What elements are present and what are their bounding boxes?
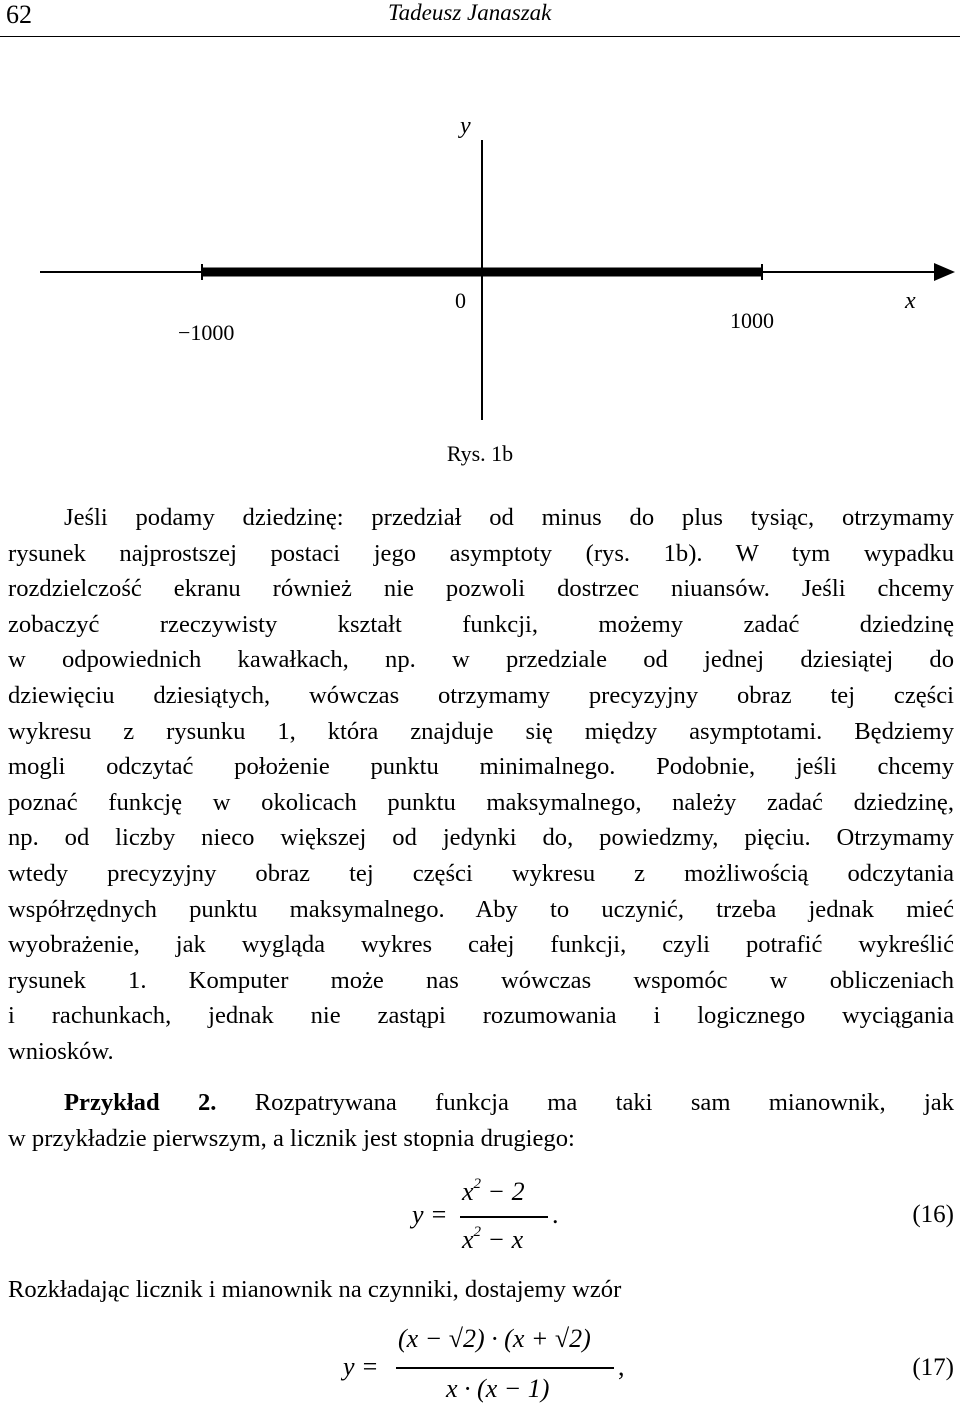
paragraph-line: wniosków. [8, 1037, 114, 1065]
eq17-fraction-bar [396, 1367, 614, 1369]
paragraph-2 [8, 1272, 954, 1308]
paragraph-line: wyobrażenie, jak wygląda wykres całej funkcji, czyli potrafić wykreślić [8, 931, 954, 959]
paragraph-line: Rozkładając licznik i mianownik na czynniki, dostajemy wzór [8, 1276, 622, 1303]
figure-1b-plot [0, 100, 960, 430]
eq17-lhs: y = [343, 1352, 379, 1381]
eq16-fraction-bar [460, 1216, 548, 1218]
eq16-numerator: $x^2 - 2$ [462, 1176, 525, 1206]
paragraph-line: rysunek najprostszej postaci jego asymptoty (rys. 1b). W tym wypadku [8, 539, 954, 567]
paragraph-line: rozdzielczość ekranu również nie pozwoli dostrzec niuansów. Jeśli chcemy [8, 575, 954, 603]
figure-caption: Rys. 1b [446, 441, 514, 466]
y-axis-label: y [460, 113, 471, 139]
eq16-number: (16) [912, 1201, 954, 1228]
origin-label: 0 [455, 288, 466, 313]
paragraph-line: mogli odczytać położenie punktu minimalnego. Podobnie, jeśli chcemy [8, 753, 954, 781]
eq17-denominator: x · (x − 1) [446, 1374, 550, 1403]
example-2-intro [8, 1085, 954, 1156]
paragraph-line: wykresu z rysunku 1, która znajduje się między asymptotami. Będziemy [8, 717, 954, 745]
x-axis-arrow [934, 263, 955, 281]
paragraph-line: rysunek 1. Komputer może nas wówczas wspomóc w obliczeniach [8, 966, 954, 994]
paragraph-line: Jeśli podamy dziedzinę: przedział od minus do plus tysiąc, otrzymamy [64, 504, 954, 531]
eq17-numerator: (x − √2) · (x + √2) [398, 1324, 591, 1353]
paragraph-line: poznać funkcję w okolicach punktu maksymalnego, należy zadać dziedzinę, [8, 788, 954, 816]
page-header [0, 0, 960, 37]
paragraph-line: i rachunkach, jednak nie zastąpi rozumowania i logicznego wyciągania [8, 1002, 954, 1030]
eq16-lhs: y = [412, 1200, 448, 1229]
example-line-1: Przykład 2. Rozpatrywana funkcja ma taki sam mianownik, jak [64, 1089, 954, 1116]
paragraph-line: wtedy precyzyjny obraz tej części wykresu z możliwością odczytania [8, 859, 954, 887]
page-number: 62 [6, 0, 32, 29]
eq17-tail: , [618, 1352, 625, 1381]
paragraph-1 [8, 500, 954, 1070]
eq17-number: (17) [912, 1354, 954, 1381]
eq16-denominator: $x^2 - x$ [462, 1224, 524, 1254]
paragraph-line: dziewięciu dziesiątych, wówczas otrzymamy precyzyjny obraz tej części [8, 681, 954, 709]
paragraph-line: zobaczyć rzeczywisty kształt funkcji, możemy zadać dziedzinę [8, 610, 954, 638]
equation-16 [0, 1175, 960, 1265]
paragraph-line: w odpowiednich kawałkach, np. w przedziale od jednej dziesiątej do [8, 646, 954, 674]
eq16-tail: . [552, 1200, 559, 1229]
running-head: Tadeusz Janaszak [388, 0, 552, 25]
example-line-2: w przykładzie pierwszym, a licznik jest stopnia drugiego: [8, 1124, 575, 1152]
x-axis-label: x [905, 288, 916, 314]
equation-17 [0, 1318, 960, 1410]
paragraph-line: współrzędnych punktu maksymalnego. Aby to uczynić, trzeba jednak mieć [8, 895, 954, 923]
example-label: Przykład 2. [64, 1089, 217, 1116]
paragraph-line: np. od liczby nieco większej od jedynki do, powiedzmy, pięciu. Otrzymamy [8, 824, 954, 852]
tick-left-label: −1000 [178, 320, 235, 345]
tick-right-label: 1000 [730, 308, 774, 333]
